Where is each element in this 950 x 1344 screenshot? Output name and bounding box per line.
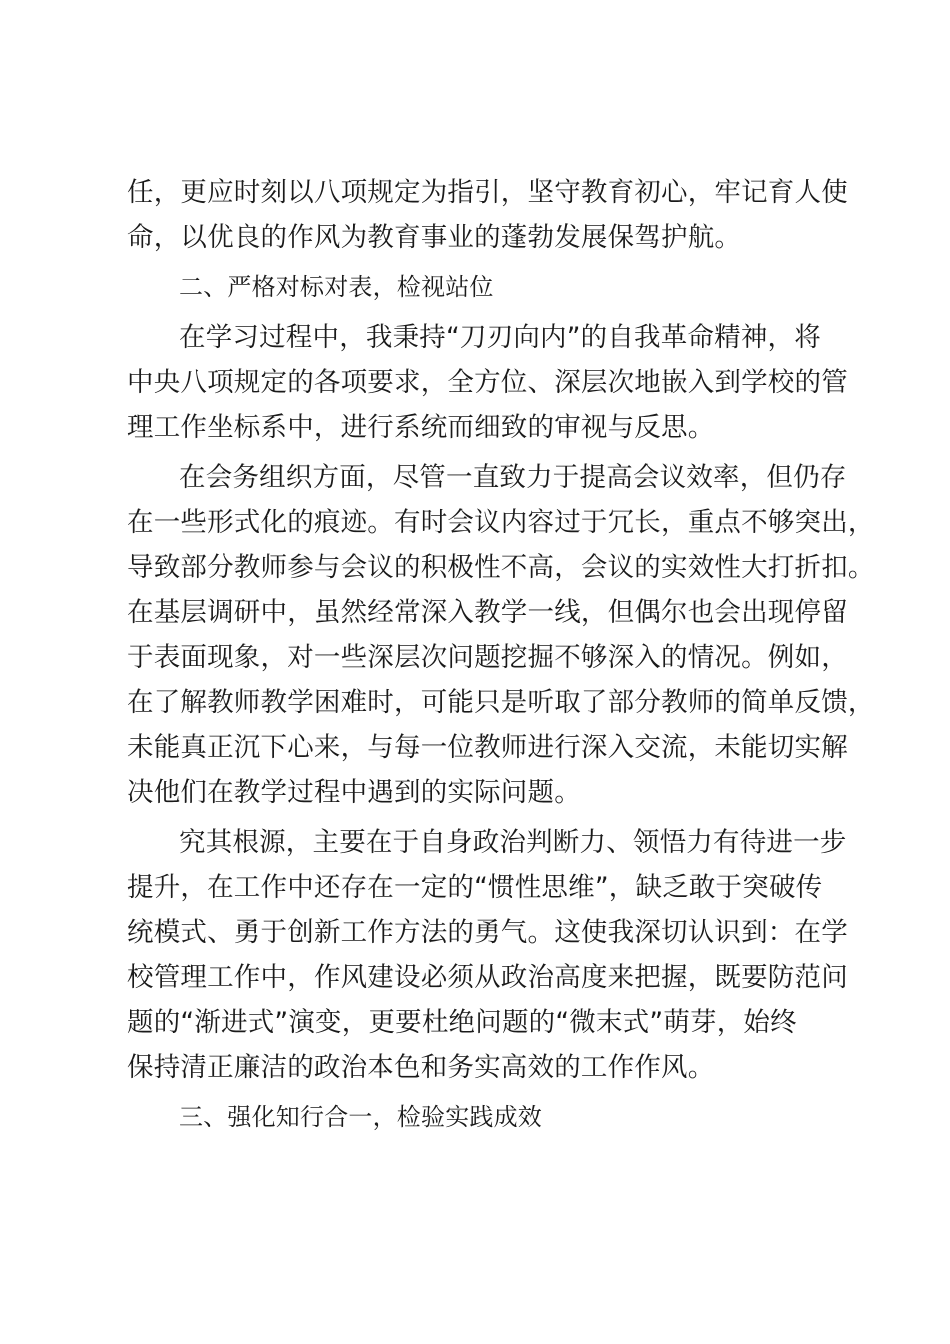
paragraph-continuation xyxy=(127,170,857,260)
document-page xyxy=(127,170,875,1140)
text-line: 在一些形式化的痕迹。有时会议内容过于冗长，重点不够突出， xyxy=(127,507,875,538)
paragraph-study-process xyxy=(127,315,857,450)
text-line: 命，以优良的作风为教育事业的蓬勃发展保驾护航。 xyxy=(127,222,742,253)
text-line: 在了解教师教学困难时，可能只是听取了部分教师的简单反馈， xyxy=(127,687,875,718)
text-line: 保持清正廉洁的政治本色和务实高效的工作作风。 xyxy=(127,1052,715,1083)
section-heading-3 xyxy=(127,1095,857,1140)
text-line: 统模式、勇于创新工作方法的勇气。这使我深切认识到：在学 xyxy=(127,917,848,948)
section-heading-2 xyxy=(127,265,857,310)
paragraph-meeting-organization xyxy=(127,455,875,815)
text-line: 决他们在教学过程中遇到的实际问题。 xyxy=(127,777,581,808)
text-line: 中央八项规定的各项要求，全方位、深层次地嵌入到学校的管 xyxy=(127,367,848,398)
heading-text: 二、严格对标对表，检视站位 xyxy=(179,273,494,301)
text-line: 导致部分教师参与会议的积极性不高，会议的实效性大打折扣。 xyxy=(127,552,875,583)
text-line: 于表面现象，对一些深层次问题挖掘不够深入的情况。例如， xyxy=(127,642,848,673)
text-line: 提升，在工作中还存在一定的“惯性思维”，缺乏敢于突破传 xyxy=(127,872,823,903)
heading-text: 三、强化知行合一，检验实践成效 xyxy=(179,1103,542,1131)
text-line: 未能真正沉下心来，与每一位教师进行深入交流，未能切实解 xyxy=(127,732,848,763)
text-line: 理工作坐标系中，进行系统而细致的审视与反思。 xyxy=(127,412,715,443)
text-line: 在基层调研中，虽然经常深入教学一线，但偶尔也会出现停留 xyxy=(127,597,848,628)
text-line: 校管理工作中，作风建设必须从政治高度来把握，既要防范问 xyxy=(127,962,848,993)
text-line: 究其根源，主要在于自身政治判断力、领悟力有待进一步 xyxy=(179,827,847,858)
paragraph-root-cause xyxy=(127,820,857,1090)
text-line: 任，更应时刻以八项规定为指引，坚守教育初心，牢记育人使 xyxy=(127,177,848,208)
text-line: 在学习过程中，我秉持“刀刃向内”的自我革命精神，将 xyxy=(179,322,821,353)
text-line: 题的“渐进式”演变，更要杜绝问题的“微末式”萌芽，始终 xyxy=(127,1007,797,1038)
text-line: 在会务组织方面，尽管一直致力于提高会议效率，但仍存 xyxy=(179,462,847,493)
